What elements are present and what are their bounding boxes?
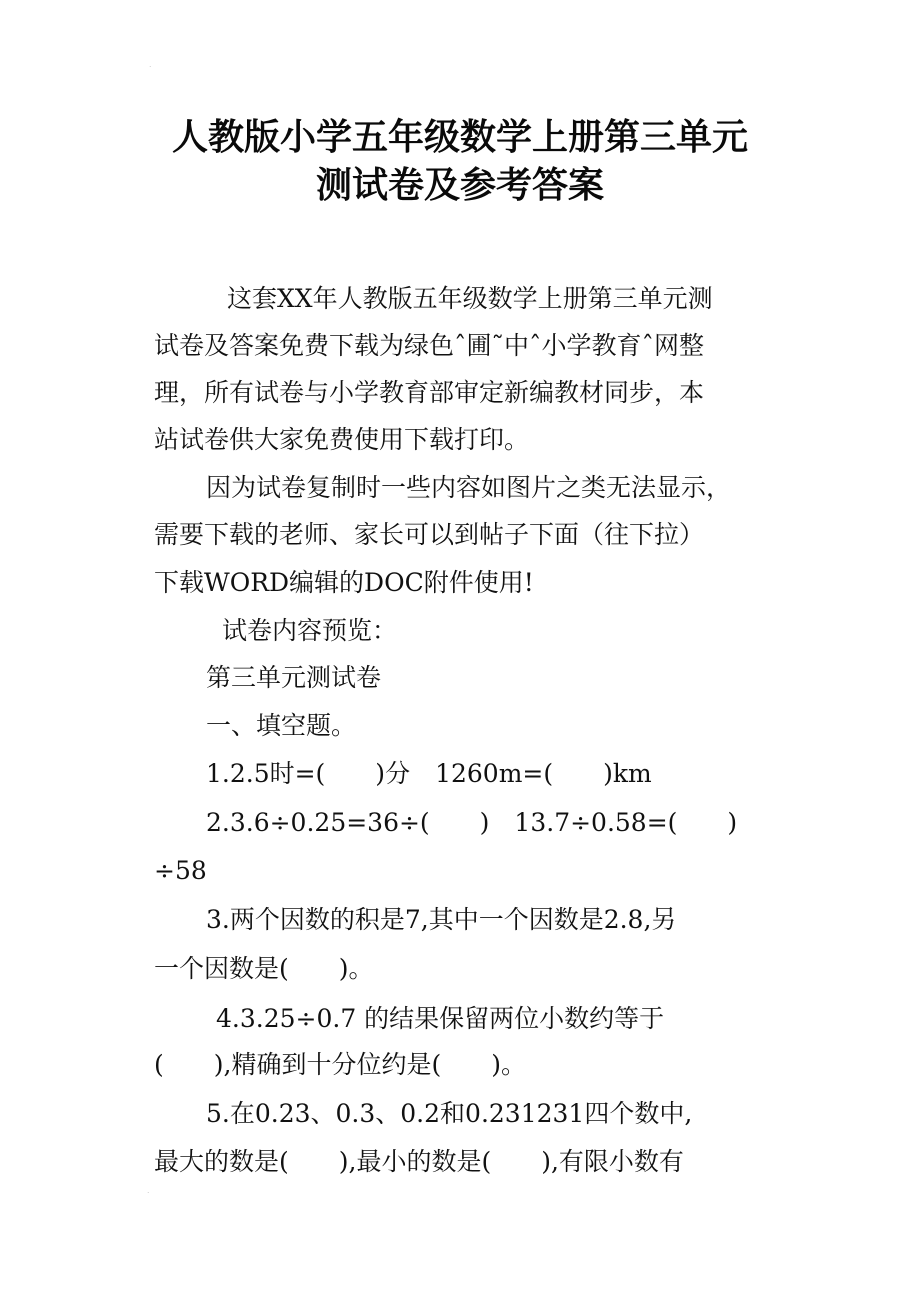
- section-heading: 一、填空题。: [206, 711, 357, 740]
- question-1: 1.2.5时=( )分 1260m=( )km: [206, 759, 652, 788]
- scan-mark-top: ˙: [148, 66, 153, 76]
- question-2-continued: ÷58: [154, 856, 207, 885]
- question-4: 4.3.25÷0.7 的结果保留两位小数约等于: [216, 1004, 665, 1033]
- page-title-line-2: 测试卷及参考答案: [315, 165, 604, 206]
- question-5-continued: 最大的数是( ),最小的数是( ),有限小数有: [154, 1147, 684, 1176]
- unit-test-heading: 第三单元测试卷: [206, 663, 382, 692]
- note-line-2: 需要下载的老师、家长可以到帖子下面（往下拉）: [154, 520, 705, 549]
- question-3-continued: 一个因数是( )。: [154, 954, 374, 983]
- note-line-3: 下载WORD编辑的DOC附件使用!: [154, 568, 534, 597]
- intro-line-2: 试卷及答案免费下载为绿色ˆ圃˜中ˆ小学教育ˆ网整: [154, 331, 705, 360]
- intro-line-4: 站试卷供大家免费使用下载打印。: [154, 425, 530, 454]
- intro-line-3: 理，所有试卷与小学教育部审定新编教材同步，本: [154, 378, 705, 407]
- note-line-1: 因为试卷复制时一些内容如图片之类无法显示，: [206, 473, 732, 502]
- intro-line-1: 这套XX年人教版五年级数学上册第三单元测: [227, 284, 713, 313]
- preview-label: 试卷内容预览：: [222, 616, 398, 645]
- question-3: 3.两个因数的积是7,其中一个因数是2.8,另: [206, 905, 677, 934]
- question-4-continued: ( ),精确到十分位约是( )。: [154, 1050, 526, 1079]
- question-5: 5.在0.23、0.3、0.2和0.231231四个数中,: [206, 1099, 693, 1128]
- scan-mark-bottom: ˙: [146, 1192, 151, 1202]
- question-2: 2.3.6÷0.25=36÷( ) 13.7÷0.58=( ): [206, 808, 738, 837]
- page-title-line-1: 人教版小学五年级数学上册第三单元: [171, 117, 748, 158]
